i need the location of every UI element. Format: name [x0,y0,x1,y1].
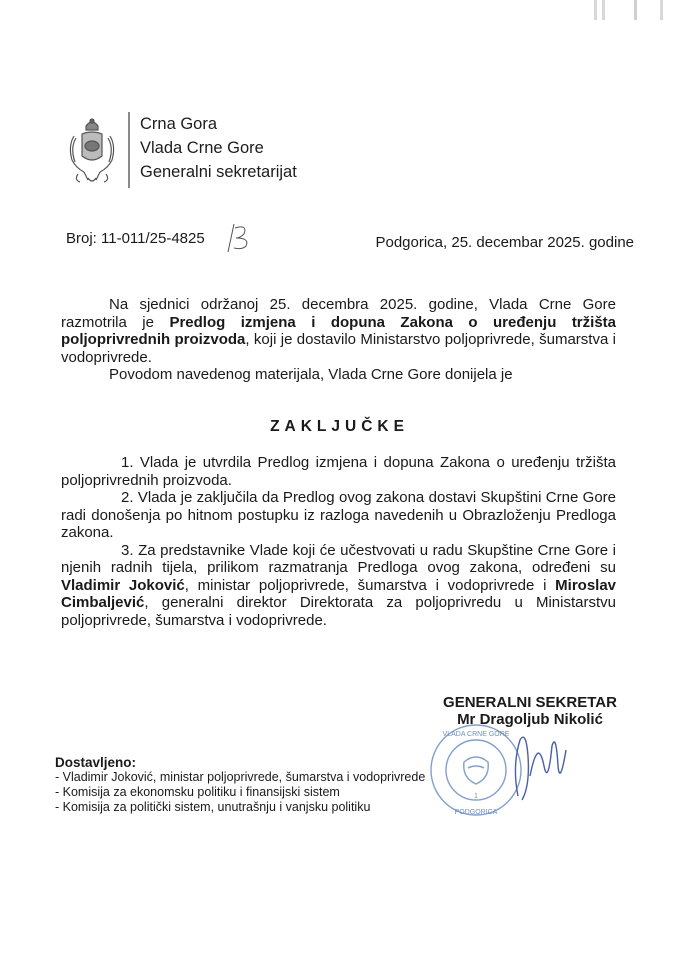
handwritten-signature [510,726,580,806]
intro-section [61,296,616,384]
signatory-name: Mr Dragoljub Nikolić [457,711,603,728]
conclusions-heading: ZAKLJUČKE [270,418,409,435]
item3-text-end: , generalni direktor Direktorata za poljoprivredu u Ministarstvu poljoprivrede, šumarstva i vodoprivrede. [61,594,616,629]
item3-text: 3. Za predstavnike Vlade koji će učestvovati u radu Skupštine Crne Gore i njenih radnih tijela, prilikom razmatranja Predloga ovog zakona, određeni su [61,541,616,576]
intro-paragraph [61,296,616,366]
distribution-title: Dostavljeno: [55,755,137,770]
decision-paragraph: Povodom navedenog materijala, Vlada Crne Gore donijela je [109,366,513,383]
representative-1: Vladimir Joković [61,576,185,594]
signatory-title: GENERALNI SEKRETAR [443,694,617,711]
office-name: Generalni sekretarijat [140,163,297,181]
intro-text: Na sjednici održanoj 25. decembra 2025. godine, Vlada Crne Gore razmotrila je [61,296,616,331]
item3-text-mid: , ministar poljoprivrede, šumarstva i vodoprivrede i [184,576,556,594]
conclusion-item-3 [61,542,616,630]
intro-text-end: , koji je dostavilo Ministarstvo poljoprivrede, šumarstva i vodoprivrede. [61,331,616,366]
reference-number: Broj: 11-011/25-4825 [66,230,205,247]
conclusion-item-2: 2. Vlada je zaključila da Predlog ovog zakona dostavi Skupštini Crne Gore radi donošenja po hitnom postupku iz razloga navedenih u Obrazloženju Predloga zakona. [61,489,616,541]
header-divider [128,112,130,188]
government-name: Vlada Crne Gore [140,139,264,157]
conclusion-item-1: 1. Vlada je utvrdila Predlog izmjena i dopuna Zakona o uređenju tržišta poljoprivrednih proizvoda. [61,454,616,489]
letterhead [66,112,297,192]
svg-text:1: 1 [474,793,478,800]
handwritten-suffix [220,222,254,254]
distribution-item: - Vladimir Joković, ministar poljoprivrede, šumarstva i vodoprivrede [55,770,426,784]
distribution-item: - Komisija za politički sistem, unutrašnju i vanjsku politiku [55,800,371,814]
scan-artifacts [590,0,670,22]
representative-2: Miroslav Cimbaljević [61,576,617,611]
distribution-list [55,755,425,815]
svg-text:VLADA CRNE GORE: VLADA CRNE GORE [442,731,510,738]
montenegro-coat-of-arms-icon [66,116,118,188]
signature-block [420,694,640,728]
svg-text:PODGORICA: PODGORICA [454,809,498,816]
country-name: Crna Gora [140,115,218,133]
place-date: Podgorica, 25. decembar 2025. godine [375,234,634,251]
conclusions-list [61,454,616,629]
law-title: Predlog izmjena i dopuna Zakona o uređenju tržišta poljoprivrednih proizvoda [61,313,616,348]
distribution-item: - Komisija za ekonomsku politiku i finansijski sistem [55,785,340,799]
